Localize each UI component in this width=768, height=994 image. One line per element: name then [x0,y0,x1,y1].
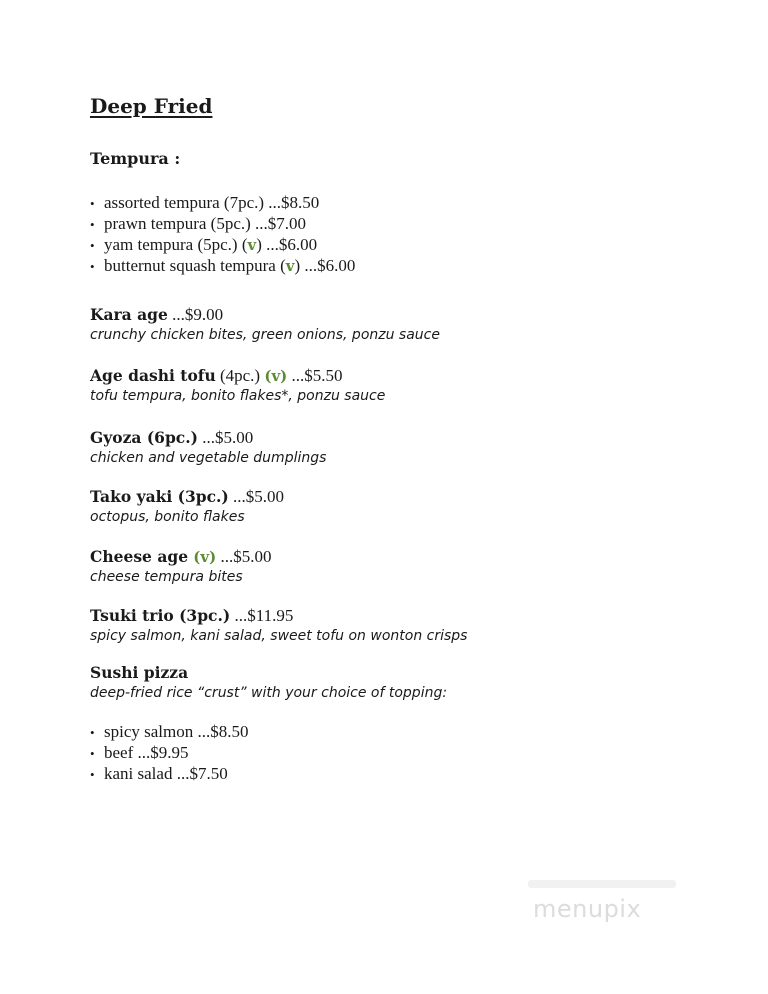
menu-item-tsuki-trio: Tsuki trio (3pc.) ...$11.95 spicy salmon, kani salad, sweet tofu on wonton crisps [90,606,468,644]
menu-item-tako-yaki: Tako yaki (3pc.) ...$5.00 octopus, bonito flakes [90,487,285,525]
item-description: deep-fried rice “crust” with your choice of topping: [90,685,448,701]
list-item: • kani salad ...$7.50 [90,764,228,783]
item-description: chicken and vegetable dumplings [90,450,327,466]
vegetarian-mark: (v) [188,548,217,566]
menu-item-cheese-age: Cheese age (v) ...$5.00 cheese tempura bites [90,547,272,585]
menu-item-sushi-pizza: Sushi pizza deep-fried rice “crust” with your choice of topping: [90,663,448,701]
list-item: • yam tempura (5pc.) (v) ...$6.00 [90,235,318,254]
menu-item-age-dashi-tofu: Age dashi tofu (4pc.) (v) ...$5.50 tofu tempura, bonito flakes*, ponzu sauce [90,366,386,404]
list-item: • spicy salmon ...$8.50 [90,722,249,741]
item-description: octopus, bonito flakes [90,509,245,525]
section-title: Deep Fried [90,94,213,118]
tempura-list [90,192,355,276]
item-description: tofu tempura, bonito flakes*, ponzu sauce [90,388,386,404]
item-description: crunchy chicken bites, green onions, ponzu sauce [90,327,440,343]
item-description: spicy salmon, kani salad, sweet tofu on wonton crisps [90,628,468,644]
tempura-title: Tempura : [90,149,181,168]
item-description: cheese tempura bites [90,569,243,585]
list-item: • assorted tempura (7pc.) ...$8.50 [90,193,320,212]
menu-item-kara-age: Kara age ...$9.00 crunchy chicken bites, green onions, ponzu sauce [90,305,440,343]
vegetarian-mark: v [285,257,295,275]
vegetarian-mark: (v) [264,367,288,385]
watermark-logo: menupix [533,895,642,923]
menu-item-gyoza: Gyoza (6pc.) ...$5.00 chicken and vegetable dumplings [90,428,327,466]
watermark-strip [528,880,676,888]
pizza-toppings-list [90,721,249,784]
vegetarian-mark: v [247,236,257,254]
list-item: • butternut squash tempura (v) ...$6.00 [90,256,356,275]
list-item: • prawn tempura (5pc.) ...$7.00 [90,214,307,233]
list-item: • beef ...$9.95 [90,743,189,762]
